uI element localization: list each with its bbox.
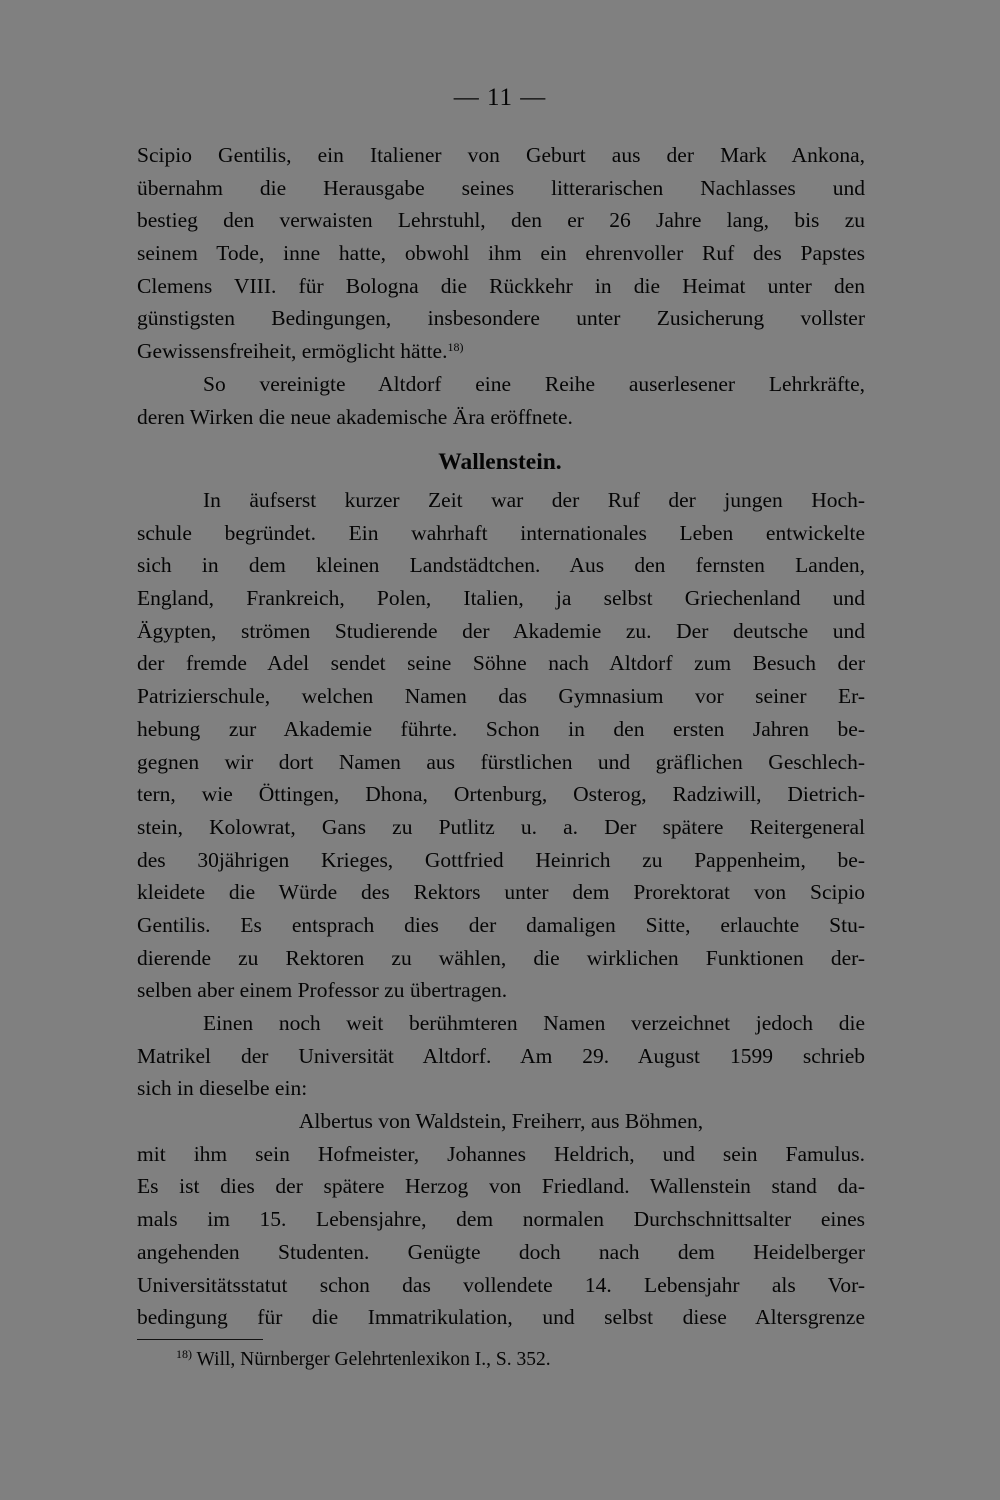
text-line: Es ist dies der spätere Herzog von Friedland. Wallenstein stand da- — [137, 1174, 865, 1199]
text-line: Clemens VIII. für Bologna die Rückkehr in die Heimat unter den — [137, 273, 865, 298]
text-line: seinem Tode, inne hatte, obwohl ihm ein ehrenvoller Ruf des Papstes — [137, 241, 865, 266]
text-line: bedingung für die Immatrikulation, und selbst diese Altersgrenze — [137, 1305, 865, 1330]
paragraph-gentilis — [137, 139, 865, 433]
text-line: Matrikel der Universität Altdorf. Am 29. August 1599 schrieb — [137, 1043, 865, 1068]
text-line: So vereinigte Altdorf eine Reihe auserlesener Lehrkräfte, — [203, 371, 865, 396]
text-line: übernahm die Herausgabe seines litterarischen Nachlasses und — [137, 175, 865, 200]
text-line: kleidete die Würde des Rektors unter dem Prorektorat von Scipio — [137, 880, 865, 905]
text-line: gegnen wir dort Namen aus fürstlichen und gräflichen Geschlech- — [137, 749, 865, 774]
text-line: Scipio Gentilis, ein Italiener von Geburt aus der Mark Ankona, — [137, 143, 865, 167]
footnote-marker: 18) — [176, 1347, 192, 1361]
footnote-reference: 18) — [447, 340, 464, 355]
text-line: Universitätsstatut schon das vollendete 14. Lebensjahr als Vor- — [137, 1272, 865, 1297]
text-line: England, Frankreich, Polen, Italien, ja selbst Griechenland und — [137, 586, 865, 611]
text-line: Patrizierschule, welchen Namen das Gymnasium vor seiner Er- — [137, 684, 865, 709]
text-line: Ägypten, strömen Studierende der Akademie zu. Der deutsche und — [137, 618, 865, 643]
text-line: In äufserst kurzer Zeit war der Ruf der jungen Hoch- — [203, 488, 865, 512]
page-number: — 11 — — [453, 84, 547, 111]
text-line: schule begründet. Ein wahrhaft internationales Leben entwickelte — [137, 520, 865, 545]
footnote — [176, 1346, 551, 1374]
footnote-text: Will, Nürnberger Gelehrtenlexikon I., S. 352. — [196, 1349, 551, 1370]
quoted-entry: Albertus von Waldstein, Freiherr, aus Böhmen, — [298, 1109, 704, 1134]
text-line: Gentilis. Es entsprach dies der damaligen Sitte, erlauchte Stu- — [137, 912, 865, 937]
paragraph-university — [137, 484, 865, 1334]
text-line: mit ihm sein Hofmeister, Johannes Heldrich, und sein Famulus. — [137, 1141, 865, 1166]
text-line: tern, wie Öttingen, Dhona, Ortenburg, Osterog, Radziwill, Dietrich- — [137, 782, 865, 807]
section-heading: Wallenstein. — [438, 449, 562, 475]
text-line-content: Gewissensfreiheit, ermöglicht hätte. — [137, 339, 448, 364]
text-line: der fremde Adel sendet seine Söhne nach Altdorf zum Besuch der — [137, 651, 865, 676]
text-line: dierende zu Rektoren zu wählen, die wirklichen Funktionen der- — [137, 945, 865, 970]
text-line — [137, 335, 865, 368]
text-line: selben aber einem Professor zu übertragen. — [137, 978, 508, 1003]
text-line: deren Wirken die neue akademische Ära eröffnete. — [137, 404, 573, 429]
text-line: sich in dem kleinen Landstädtchen. Aus den fernsten Landen, — [137, 553, 865, 578]
text-line: günstigsten Bedingungen, insbesondere unter Zusicherung vollster — [137, 306, 865, 331]
text-line: angehenden Studenten. Genügte doch nach dem Heidelberger — [137, 1239, 865, 1264]
text-line: mals im 15. Lebensjahre, dem normalen Durchschnittsalter eines — [137, 1207, 865, 1232]
footnote-divider — [137, 1339, 263, 1340]
text-line: stein, Kolowrat, Gans zu Putlitz u. a. Der spätere Reitergeneral — [137, 814, 865, 839]
text-line: sich in dieselbe ein: — [137, 1076, 308, 1101]
text-line: Einen noch weit berühmteren Namen verzeichnet jedoch die — [203, 1011, 865, 1035]
text-line: des 30jährigen Krieges, Gottfried Heinrich zu Pappenheim, be- — [137, 847, 865, 872]
text-line: hebung zur Akademie führte. Schon in den ersten Jahren be- — [137, 716, 865, 741]
text-line: bestieg den verwaisten Lehrstuhl, den er 26 Jahre lang, bis zu — [137, 208, 865, 233]
